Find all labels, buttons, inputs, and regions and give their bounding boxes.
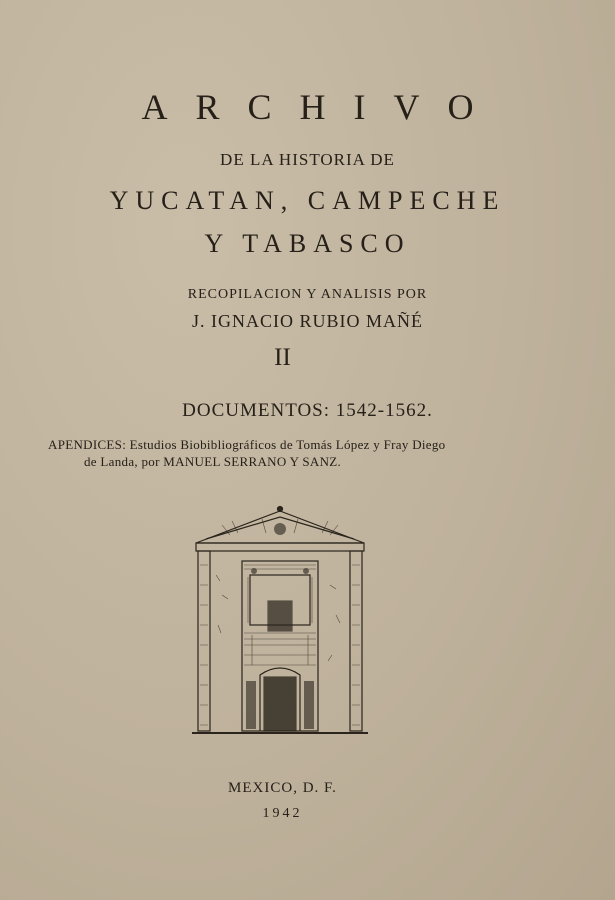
building-facade-illustration: [192, 505, 368, 737]
title-line-yucatan: YUCATAN, CAMPECHE: [109, 186, 506, 215]
title-subtitle: DE LA HISTORIA DE: [220, 150, 395, 169]
author-name: J. IGNACIO RUBIO MAÑÉ: [192, 311, 423, 331]
appendices-line-1: APENDICES: Estudios Biobibliográficos de Tomás López y Fray Diego: [48, 437, 446, 452]
compiled-by-label: RECOPILACION Y ANALISIS POR: [187, 287, 428, 302]
appendices-line-2: de Landa, por MANUEL SERRANO Y SANZ.: [84, 454, 342, 469]
documents-heading: DOCUMENTOS: 1542-1562.: [182, 400, 433, 421]
volume-number: II: [274, 344, 291, 371]
imprint-year: 1942: [262, 806, 303, 821]
main-title: ARCHIVO: [141, 87, 502, 127]
imprint-city: MEXICO, D. F.: [228, 780, 337, 796]
title-line-tabasco: Y TABASCO: [204, 229, 411, 258]
